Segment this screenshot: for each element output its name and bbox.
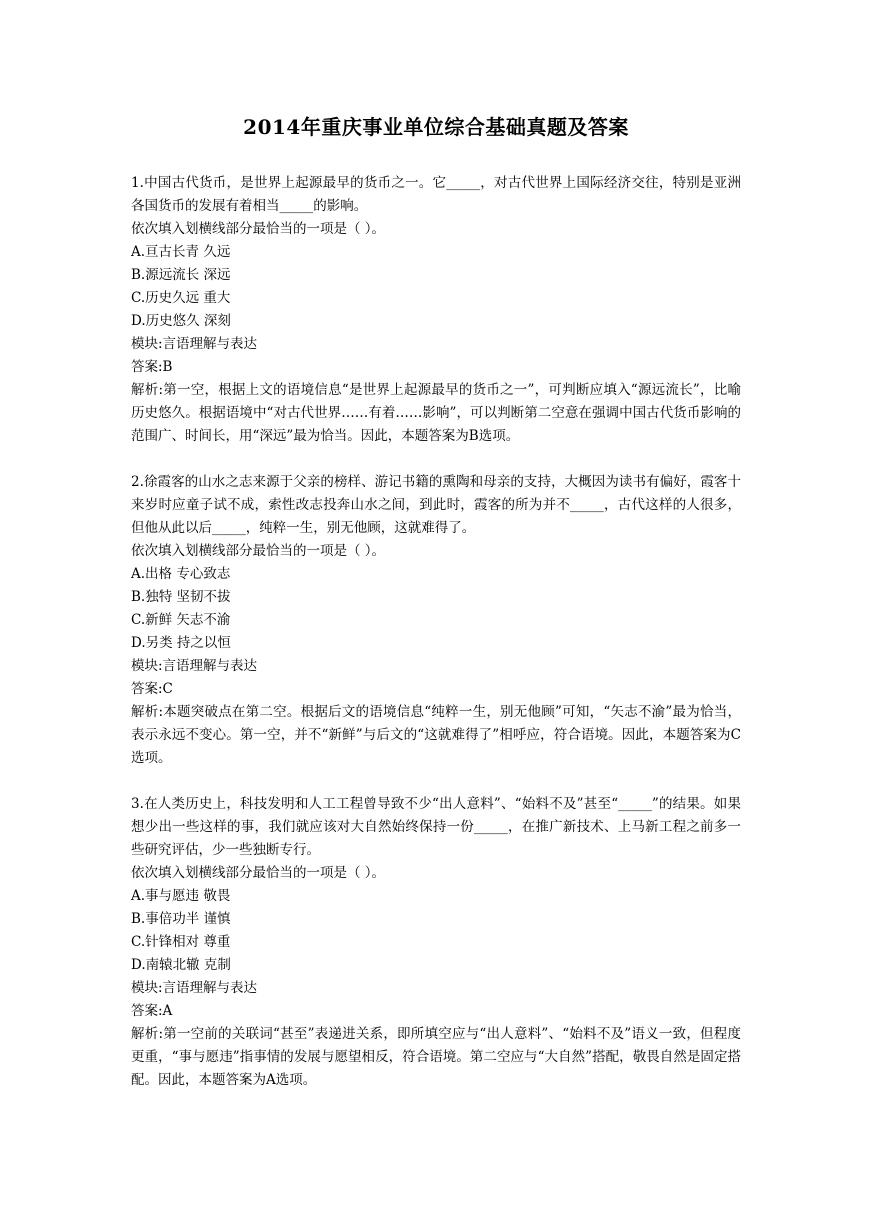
question-stem: 3.在人类历史上，科技发明和人工工程曾导致不少“出人意料”、“始料不及”甚至“_____”的结果。如果想少出一些这样的事，我们就应该对大自然始终保持一份_____，在推广新技术、上马新工程之前多一些研究评估，少一些独断专行。 xyxy=(131,796,741,858)
question-stem: 1.中国古代货币，是世界上起源最早的货币之一。它_____，对古代世界上国际经济交往，特别是亚洲各国货币的发展有着相当_____的影响。 xyxy=(131,175,741,214)
option-a: A.出格 专心致志 xyxy=(131,566,231,582)
question-prompt: 依次填入划横线部分最恰当的一项是（ ）。 xyxy=(131,221,386,237)
question-analysis: 解析:第一空前的关联词“甚至”表递进关系，即所填空应与“出人意料”、“始料不及”语义一致，但程度更重，“事与愿违”指事情的发展与愿望相反，符合语境。第二空应与“大自然”搭配，敬畏自然是固定搭配。因此，本题答案为A选项。 xyxy=(131,1026,741,1088)
question-answer: 答案:C xyxy=(131,681,173,697)
option-d: D.另类 持之以恒 xyxy=(131,635,231,651)
option-d: D.南辕北辙 克制 xyxy=(131,957,231,973)
option-c: C.针锋相对 尊重 xyxy=(131,934,231,950)
question-prompt: 依次填入划横线部分最恰当的一项是（ ）。 xyxy=(131,865,386,881)
question-module: 模块:言语理解与表达 xyxy=(131,658,258,674)
option-b: B.事倍功半 谨慎 xyxy=(131,911,231,927)
question-1 xyxy=(131,172,741,448)
question-stem: 2.徐霞客的山水之志来源于父亲的榜样、游记书籍的熏陶和母亲的支持，大概因为读书有偏好，霞客十来岁时应童子试不成，索性改志投奔山水之间，到此时，霞客的所为并不_____，古代这样的人很多，但他从此以后_____，纯粹一生，别无他顾，这就难得了。 xyxy=(131,474,741,536)
question-analysis: 解析:第一空，根据上文的语境信息“是世界上起源最早的货币之一”，可判断应填入“源远流长”，比喻历史悠久。根据语境中“对古代世界……有着……影响”，可以判断第二空意在强调中国古代货币影响的范围广、时间长，用“深远”最为恰当。因此，本题答案为B选项。 xyxy=(131,382,741,444)
question-answer: 答案:B xyxy=(131,359,173,375)
question-2 xyxy=(131,471,741,770)
document-title: 2014年重庆事业单位综合基础真题及答案 xyxy=(243,115,629,139)
option-d: D.历史悠久 深刻 xyxy=(131,313,231,329)
option-b: B.独特 坚韧不拔 xyxy=(131,589,231,605)
option-a: A.事与愿违 敬畏 xyxy=(131,888,231,904)
question-module: 模块:言语理解与表达 xyxy=(131,336,258,352)
question-answer: 答案:A xyxy=(131,1003,173,1019)
option-a: A.亘古长青 久远 xyxy=(131,244,231,260)
option-c: C.新鲜 矢志不渝 xyxy=(131,612,231,628)
question-prompt: 依次填入划横线部分最恰当的一项是（ ）。 xyxy=(131,543,386,559)
option-c: C.历史久远 重大 xyxy=(131,290,231,306)
question-module: 模块:言语理解与表达 xyxy=(131,980,258,996)
document-page xyxy=(131,112,741,1092)
option-b: B.源远流长 深远 xyxy=(131,267,231,283)
question-analysis: 解析:本题突破点在第二空。根据后文的语境信息“纯粹一生，别无他顾”可知，“矢志不渝”最为恰当，表示永远不变心。第一空，并不“新鲜”与后文的“这就难得了”相呼应，符合语境。因此，本题答案为C选项。 xyxy=(131,704,741,766)
question-3 xyxy=(131,793,741,1092)
